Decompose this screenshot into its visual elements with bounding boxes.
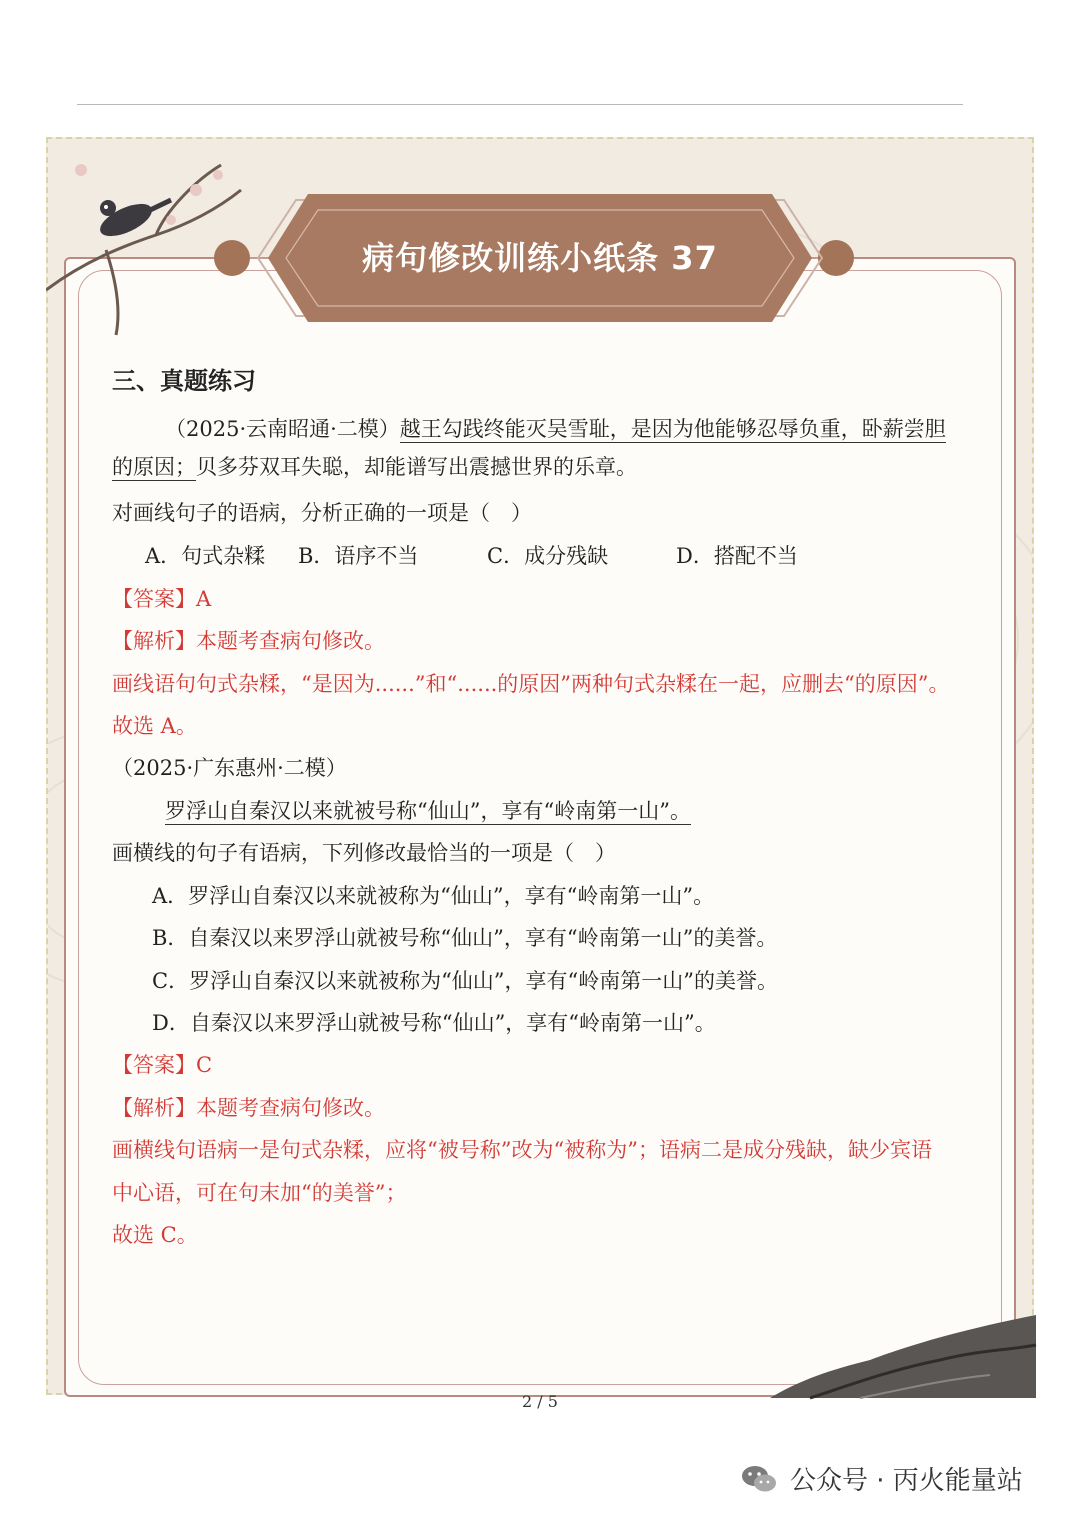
q2-prompt: 画横线的句子有语病，下列修改最恰当的一项是（ ）: [112, 841, 616, 865]
q1-source: （2025·云南昭通·二模）: [165, 417, 400, 441]
q1-option-d: D．搭配不当: [676, 544, 798, 568]
q2-option-d: D．自秦汉以来罗浮山就被号称“仙山”，享有“岭南第一山”。: [152, 1011, 716, 1035]
q1-prompt: 对画线句子的语病，分析正确的一项是（ ）: [112, 501, 532, 525]
q2-option-b: B．自秦汉以来罗浮山就被号称“仙山”，享有“岭南第一山”的美誉。: [152, 926, 778, 950]
q2-option-c: C．罗浮山自秦汉以来就被称为“仙山”，享有“岭南第一山”的美誉。: [152, 969, 779, 993]
q2-answer: 【答案】C: [112, 1053, 213, 1077]
watermark: [740, 1460, 1023, 1497]
q1-option-c: C．成分残缺: [487, 544, 609, 568]
page-number: 2 / 5: [522, 1392, 558, 1411]
wechat-logo-icon: [740, 1464, 778, 1494]
q1-option-a: A．句式杂糅: [145, 544, 266, 568]
q2-analysis-label: 【解析】本题考查病句修改。: [112, 1096, 385, 1120]
q2-analysis-text-line1: 画横线句语病一是句式杂糅，应将“被号称”改为“被称为”；语病二是成分残缺，缺少宾语: [112, 1138, 932, 1162]
title-banner: [0, 0, 1080, 340]
q1-underlined-sentence-part1: 越王勾践终能灭吴雪耻，是因为他能够忍辱负重，卧薪尝胆: [399, 417, 946, 441]
q1-analysis-text: 画线语句句式杂糅，“是因为......”和“......的原因”两种句式杂糅在一起，应删去“的原因”。: [112, 672, 950, 696]
watermark-text: 公众号 · 丙火能量站: [790, 1466, 1023, 1496]
q1-line2: [112, 452, 637, 482]
q2-sentence-line: [165, 796, 691, 826]
q2-source: （2025·广东惠州·二模）: [112, 756, 347, 780]
section-heading: 三、真题练习: [112, 367, 256, 395]
q1-conclusion: 故选 A。: [112, 714, 197, 738]
q2-option-a: A．罗浮山自秦汉以来就被称为“仙山”，享有“岭南第一山”。: [152, 884, 715, 908]
q2-underlined-sentence: 罗浮山自秦汉以来就被号称“仙山”，享有“岭南第一山”。: [165, 799, 691, 823]
q1-line1: [165, 414, 946, 444]
q1-option-b: B．语序不当: [298, 544, 419, 568]
q1-underlined-sentence-part2: 的原因；: [112, 455, 196, 479]
page-title: 病句修改训练小纸条 37: [362, 239, 718, 277]
q1-analysis-label: 【解析】本题考查病句修改。: [112, 629, 385, 653]
q2-analysis-text-line2: 中心语，可在句末加“的美誉”；: [112, 1181, 407, 1205]
q2-conclusion: 故选 C。: [112, 1223, 198, 1247]
q1-answer: 【答案】A: [112, 587, 212, 611]
q1-sentence-part3: 贝多芬双耳失聪，却能谱写出震撼世界的乐章。: [196, 455, 637, 479]
